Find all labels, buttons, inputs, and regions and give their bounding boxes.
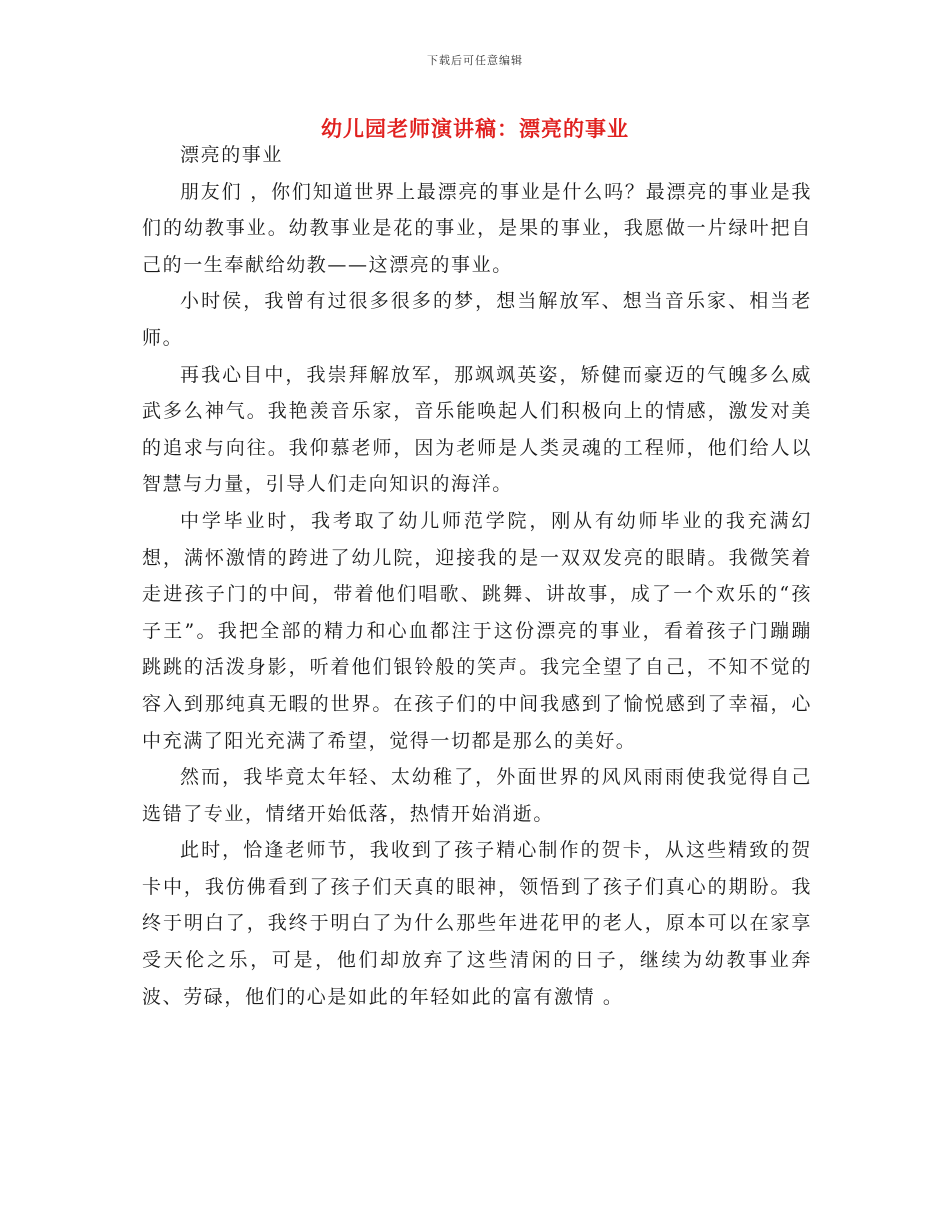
document-title: 幼儿园老师演讲稿：漂亮的事业 [321, 116, 629, 141]
document-body [142, 137, 812, 1015]
header-note: 下载后可任意编辑 [427, 54, 523, 67]
paragraph: 中学毕业时，我考取了幼儿师范学院，刚从有幼师毕业的我充满幻想，满怀激情的跨进了幼儿院，迎接我的是一双双发亮的眼睛。我微笑着走进孩子门的中间，带着他们唱歌、跳舞、讲故事，成了一个欢乐的“孩子王”。我把全部的精力和心血都注于这份漂亮的事业，看着孩子门蹦蹦跳跳的活泼身影，听着他们银铃般的笑声。我完全望了自己，不知不觉的容入到那纯真无暇的世界。在孩子们的中间我感到了愉悦感到了幸福，心中充满了阳光充满了希望，觉得一切都是那么的美好。 [142, 509, 812, 752]
paragraph: 小时侯，我曾有过很多很多的梦，想当解放军、想当音乐家、相当老师。 [142, 290, 812, 349]
paragraph: 漂亮的事业 [180, 144, 284, 166]
paragraph: 此时，恰逢老师节，我收到了孩子精心制作的贺卡，从这些精致的贺卡中，我仿佛看到了孩子们天真的眼神，领悟到了孩子们真心的期盼。我终于明白了，我终于明白了为什么那些年进花甲的老人，原本可以在家享受天伦之乐，可是，他们却放弃了这些清闲的日子，继续为幼教事业奔波、劳碌，他们的心是如此的年轻如此的富有激情 。 [142, 839, 812, 1008]
paragraph: 再我心目中，我崇拜解放军，那飒飒英姿，矫健而豪迈的气魄多么威武多么神气。我艳羡音乐家，音乐能唤起人们积极向上的情感，激发对美的追求与向往。我仰慕老师，因为老师是人类灵魂的工程师，他们给人以智慧与力量，引导人们走向知识的海洋。 [142, 363, 812, 496]
paragraph: 然而，我毕竟太年轻、太幼稚了，外面世界的风风雨雨使我觉得自己选错了专业，情绪开始低落，热情开始消逝。 [142, 766, 812, 825]
paragraph: 朋友们 ，你们知道世界上最漂亮的事业是什么吗？最漂亮的事业是我们的幼教事业。幼教事业是花的事业，是果的事业，我愿做一片绿叶把自己的一生奉献给幼教——这漂亮的事业。 [142, 180, 812, 276]
